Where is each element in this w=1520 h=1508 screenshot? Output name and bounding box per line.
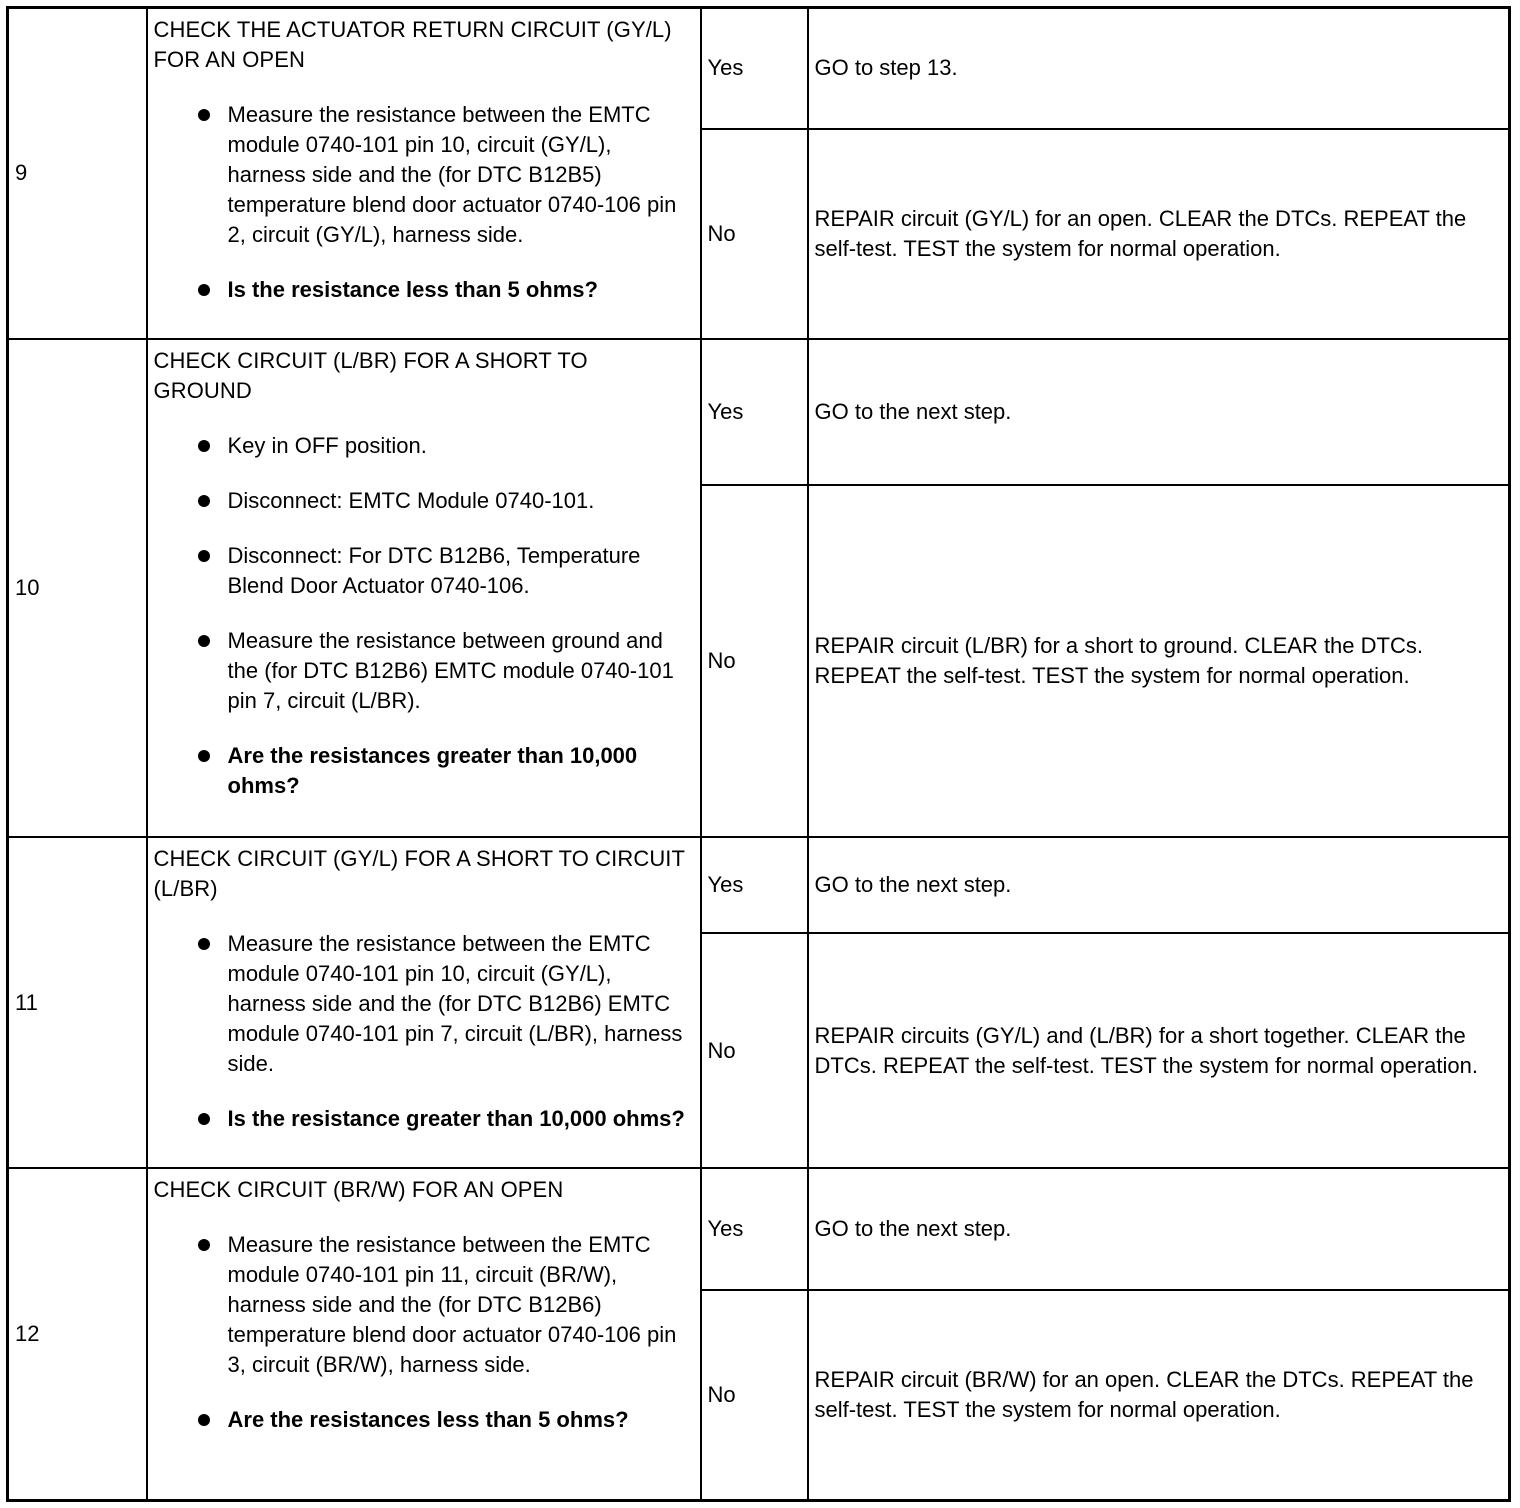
result-yes: Yes <box>701 837 808 933</box>
result-yes: Yes <box>701 339 808 485</box>
no-action: REPAIR circuit (BR/W) for an open. CLEAR the DTCs. REPEAT the self-test. TEST the system for normal operation. <box>808 1290 1510 1500</box>
diagnostic-table <box>6 6 1511 1502</box>
result-no: No <box>701 1290 808 1500</box>
no-action: REPAIR circuit (GY/L) for an open. CLEAR the DTCs. REPEAT the self-test. TEST the system for normal operation. <box>808 129 1510 339</box>
step-number: 12 <box>8 1168 147 1500</box>
yes-action: GO to the next step. <box>808 837 1510 933</box>
step-number: 9 <box>8 8 147 339</box>
bullet-list <box>154 1230 692 1435</box>
step-title: CHECK THE ACTUATOR RETURN CIRCUIT (GY/L) FOR AN OPEN <box>153 17 672 72</box>
step-title: CHECK CIRCUIT (L/BR) FOR A SHORT TO GROUND <box>153 347 588 403</box>
result-no: No <box>701 129 808 339</box>
bullet-question: Is the resistance greater than 10,000 ohms? <box>154 1104 692 1134</box>
result-yes: Yes <box>701 1168 808 1290</box>
bullet-list <box>154 100 692 305</box>
bullet-question: Are the resistances less than 5 ohms? <box>154 1405 692 1435</box>
bullet-list <box>154 431 692 801</box>
no-action: REPAIR circuit (L/BR) for a short to ground. CLEAR the DTCs. REPEAT the self-test. TEST the system for normal operation. <box>808 485 1510 837</box>
bullet-icon <box>198 109 210 121</box>
bullet-icon <box>198 1414 210 1426</box>
step-row-10 <box>8 339 1510 485</box>
bullet-icon <box>198 750 210 762</box>
bullet-item: Disconnect: EMTC Module 0740-101. <box>154 486 692 516</box>
bullet-question: Is the resistance less than 5 ohms? <box>154 275 692 305</box>
bullet-icon <box>198 284 210 296</box>
result-no: No <box>701 933 808 1168</box>
step-description <box>147 8 701 339</box>
bullet-icon <box>198 550 210 562</box>
bullet-icon <box>198 1239 210 1251</box>
step-row-12 <box>8 1168 1510 1290</box>
yes-action: GO to step 13. <box>808 8 1510 129</box>
no-action: REPAIR circuits (GY/L) and (L/BR) for a short together. CLEAR the DTCs. REPEAT the self-test. TEST the system for normal operation. <box>808 933 1510 1168</box>
bullet-icon <box>198 635 210 647</box>
bullet-item: Measure the resistance between the EMTC module 0740-101 pin 10, circuit (GY/L), harness side and the (for DTC B12B5) temperature blend door actuator 0740-106 pin 2, circuit (GY/L), harness side. <box>154 100 692 250</box>
result-yes: Yes <box>701 8 808 129</box>
bullet-icon <box>198 1113 210 1125</box>
bullet-icon <box>198 440 210 452</box>
bullet-list <box>154 929 692 1134</box>
bullet-question: Are the resistances greater than 10,000 ohms? <box>154 741 692 801</box>
step-number: 11 <box>8 837 147 1168</box>
bullet-item: Measure the resistance between the EMTC module 0740-101 pin 11, circuit (BR/W), harness side and the (for DTC B12B6) temperature blend door actuator 0740-106 pin 3, circuit (BR/W), harness side. <box>154 1230 692 1380</box>
step-description <box>147 1168 701 1500</box>
bullet-icon <box>198 938 210 950</box>
bullet-item: Measure the resistance between ground and the (for DTC B12B6) EMTC module 0740-101 pin 7, circuit (L/BR). <box>154 626 692 716</box>
step-row-11 <box>8 837 1510 933</box>
bullet-item: Measure the resistance between the EMTC module 0740-101 pin 10, circuit (GY/L), harness side and the (for DTC B12B6) EMTC module 0740-101 pin 7, circuit (L/BR), harness side. <box>154 929 692 1079</box>
step-description <box>147 339 701 837</box>
yes-action: GO to the next step. <box>808 1168 1510 1290</box>
step-number: 10 <box>8 339 147 837</box>
step-row-9 <box>8 8 1510 129</box>
bullet-item: Key in OFF position. <box>154 431 692 461</box>
step-description <box>147 837 701 1168</box>
bullet-icon <box>198 495 210 507</box>
result-no: No <box>701 485 808 837</box>
yes-action: GO to the next step. <box>808 339 1510 485</box>
bullet-item: Disconnect: For DTC B12B6, Temperature Blend Door Actuator 0740-106. <box>154 541 692 601</box>
step-title: CHECK CIRCUIT (GY/L) FOR A SHORT TO CIRCUIT (L/BR) <box>153 846 685 902</box>
step-title: CHECK CIRCUIT (BR/W) FOR AN OPEN <box>153 1177 564 1203</box>
